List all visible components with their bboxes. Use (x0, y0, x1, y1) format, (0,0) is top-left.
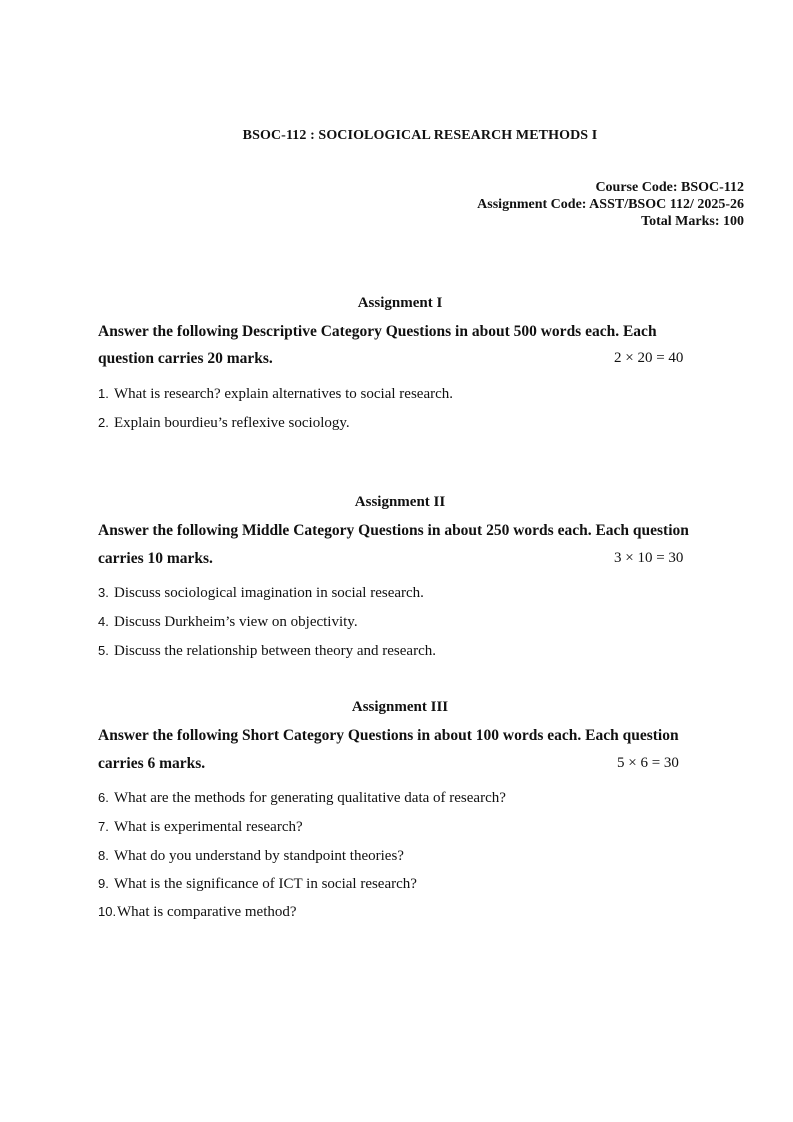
question-number: 8. (98, 848, 109, 863)
question-7 (98, 819, 303, 836)
section-2-instruction-line-1: Answer the following Middle Category Questions in about 250 words each. Each question (98, 522, 689, 539)
question-number: 1. (98, 386, 109, 401)
question-number: 2. (98, 415, 109, 430)
section-3-instruction-line-2: carries 6 marks. (98, 755, 206, 772)
section-2-instruction-line-2: carries 10 marks. (98, 550, 213, 567)
question-text: What is experimental research? (114, 819, 303, 835)
course-code: Course Code: BSOC-112 (595, 180, 744, 195)
question-2 (98, 415, 350, 432)
question-9 (98, 876, 417, 893)
question-text: Discuss the relationship between theory and research. (114, 643, 436, 659)
question-4 (98, 614, 358, 631)
question-text: What are the methods for generating qualitative data of research? (114, 790, 506, 806)
question-text: Discuss Durkheim’s view on objectivity. (114, 614, 358, 630)
section-3-instruction-line-1: Answer the following Short Category Questions in about 100 words each. Each question (98, 727, 679, 744)
question-text: Discuss sociological imagination in social research. (114, 585, 424, 601)
question-text: Explain bourdieu’s reflexive sociology. (114, 415, 350, 431)
question-text: What is research? explain alternatives to social research. (114, 386, 454, 402)
question-number: 3. (98, 585, 109, 600)
question-3 (98, 585, 424, 602)
question-6 (98, 790, 506, 807)
section-1-instruction-line-1: Answer the following Descriptive Category Questions in about 500 words each. Each (98, 323, 657, 340)
question-number: 5. (98, 643, 109, 658)
question-number: 9. (98, 876, 109, 891)
question-10 (98, 904, 297, 921)
question-text: What is comparative method? (117, 904, 297, 920)
assignment-code: Assignment Code: ASST/BSOC 112/ 2025-26 (477, 197, 744, 212)
question-text: What do you understand by standpoint theories? (114, 848, 404, 864)
question-8 (98, 848, 404, 865)
section-3-marks: 5 × 6 = 30 (617, 755, 679, 771)
question-number: 4. (98, 614, 109, 629)
section-1-instruction-line-2: question carries 20 marks. (98, 350, 273, 367)
question-number: 7. (98, 819, 109, 834)
section-heading-assignment-2: Assignment II (354, 494, 446, 510)
question-5 (98, 643, 436, 660)
section-heading-assignment-1: Assignment I (357, 295, 443, 311)
question-number: 6. (98, 790, 109, 805)
document-title: BSOC-112 : SOCIOLOGICAL RESEARCH METHODS I (242, 128, 598, 143)
question-1 (98, 386, 453, 403)
section-2-marks: 3 × 10 = 30 (614, 550, 684, 566)
total-marks: Total Marks: 100 (641, 214, 744, 229)
question-number: 10. (98, 904, 117, 919)
question-text: What is the significance of ICT in social research? (114, 876, 417, 892)
section-heading-assignment-3: Assignment III (351, 699, 449, 715)
section-1-marks: 2 × 20 = 40 (614, 350, 684, 366)
